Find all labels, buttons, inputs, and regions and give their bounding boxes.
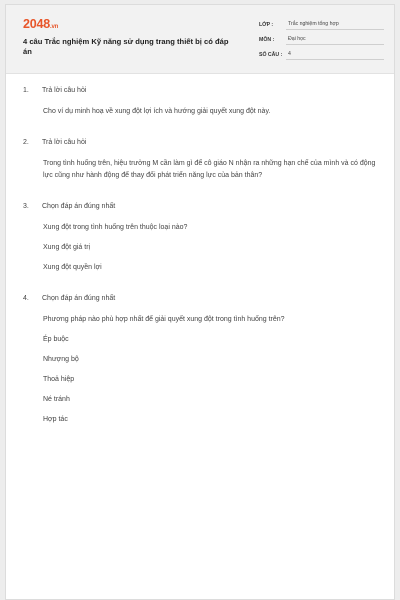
answer-option[interactable]: Né tránh bbox=[43, 396, 70, 403]
question-heading bbox=[23, 295, 115, 302]
meta-label: MÔN : bbox=[259, 37, 275, 43]
question-heading bbox=[23, 139, 86, 146]
question-text: Xung đột trong tình huống trên thuộc loại nào? bbox=[43, 224, 188, 231]
meta-label: SỐ CÂU : bbox=[259, 52, 283, 58]
question-heading bbox=[23, 203, 115, 210]
question-type: Trả lời câu hỏi bbox=[42, 87, 87, 94]
meta-value: 4 bbox=[286, 51, 384, 60]
question-number: 4. bbox=[23, 295, 29, 302]
question-text: Trong tình huống trên, hiệu trưởng M cần làm gì để cô giáo N nhận ra những hạn chế của mình và có động lực cũng như hành động để thay đổi phát triển năng lực của bản thân? bbox=[43, 160, 376, 179]
question-number: 2. bbox=[23, 139, 29, 146]
document-page bbox=[5, 4, 395, 600]
document-title: 4 câu Trắc nghiệm Kỹ năng sử dụng trang thiết bị có đáp án bbox=[23, 37, 229, 56]
answer-option[interactable]: Nhượng bộ bbox=[43, 356, 79, 363]
meta-label: LỚP : bbox=[259, 22, 274, 28]
answer-option[interactable]: Thoả hiệp bbox=[43, 376, 75, 383]
meta-value: Trắc nghiệm tổng hợp bbox=[286, 21, 384, 30]
site-logo[interactable] bbox=[23, 17, 58, 31]
question-type: Trả lời câu hỏi bbox=[42, 139, 87, 146]
question-text: Cho ví dụ minh hoạ về xung đột lợi ích và hướng giải quyết xung đột này. bbox=[43, 108, 271, 115]
logo-domain: .vn bbox=[50, 24, 59, 30]
question-text: Phương pháp nào phù hợp nhất để giải quyết xung đột trong tình huống trên? bbox=[43, 316, 285, 323]
meta-info bbox=[259, 15, 384, 60]
answer-option[interactable]: Xung đột giá trị bbox=[43, 244, 91, 251]
answer-option[interactable]: Hợp tác bbox=[43, 416, 68, 423]
meta-row-class bbox=[259, 15, 384, 30]
question-heading bbox=[23, 87, 86, 94]
answer-option[interactable]: Ép buộc bbox=[43, 336, 69, 343]
meta-row-count bbox=[259, 45, 384, 60]
question-number: 1. bbox=[23, 87, 29, 94]
logo-text: 2048 bbox=[23, 17, 51, 31]
answer-option[interactable]: Xung đột quyền lợi bbox=[43, 264, 102, 271]
question-number: 3. bbox=[23, 203, 29, 210]
document-header bbox=[6, 5, 394, 74]
question-type: Chọn đáp án đúng nhất bbox=[42, 203, 116, 210]
meta-value: Đại học bbox=[286, 36, 384, 45]
question-type: Chọn đáp án đúng nhất bbox=[42, 295, 116, 302]
meta-row-subject bbox=[259, 30, 384, 45]
